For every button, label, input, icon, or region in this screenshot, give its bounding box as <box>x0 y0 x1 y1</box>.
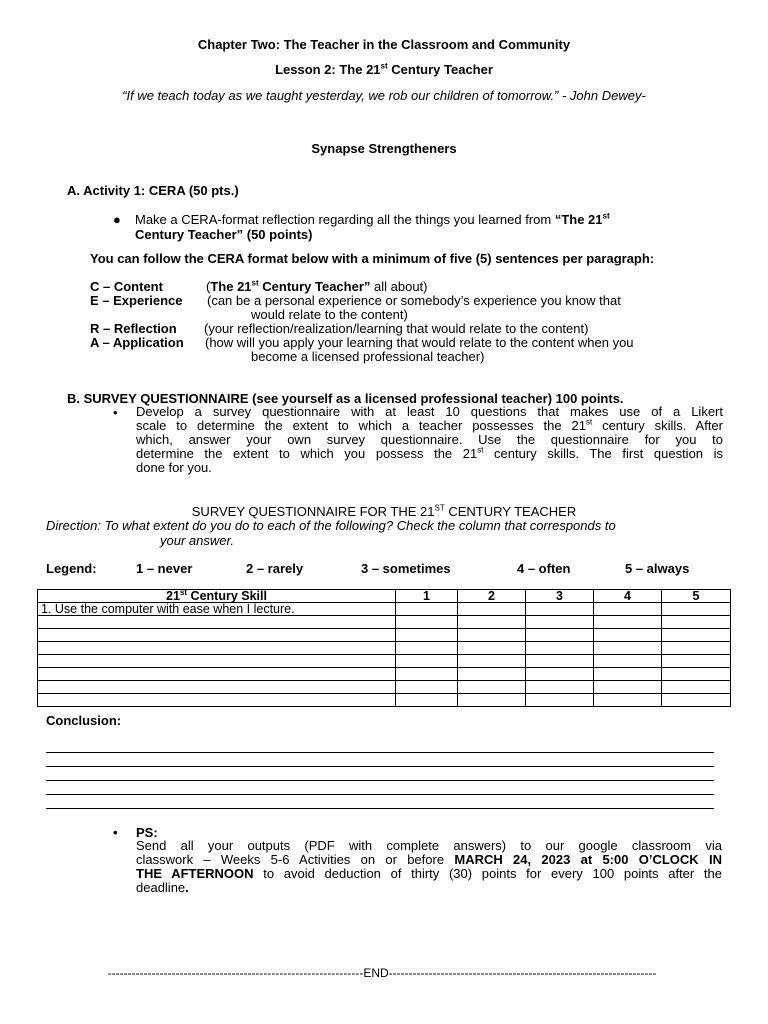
col-header-skill-end: Century Skill <box>187 589 267 603</box>
table-cell-skill[interactable] <box>38 668 396 681</box>
table-header-row <box>38 590 731 603</box>
activity-a-bullet-line1 <box>135 212 610 227</box>
table-row <box>38 681 731 694</box>
table-row <box>38 629 731 642</box>
table-cell[interactable] <box>396 603 458 616</box>
table-cell[interactable] <box>662 642 731 655</box>
activity-a-heading: A. Activity 1: CERA (50 pts.) <box>67 183 239 198</box>
table-cell[interactable] <box>396 642 458 655</box>
divider-dashes-left: ---------------------------------------------------------------- <box>107 966 364 980</box>
ps-line4-bold: . <box>185 880 189 895</box>
conclusion-line[interactable] <box>46 808 714 809</box>
table-row <box>38 616 731 629</box>
table-cell[interactable] <box>594 655 662 668</box>
ps-text <box>136 839 722 895</box>
table-cell[interactable] <box>526 629 594 642</box>
table-cell[interactable] <box>526 694 594 707</box>
table-row <box>38 694 731 707</box>
activity-b-line5: done for you. <box>136 460 212 475</box>
bullet-icon: ● <box>113 212 121 227</box>
lesson-title-text: Lesson 2: The 21 <box>275 62 381 77</box>
conclusion-line[interactable] <box>46 752 714 753</box>
col-header-2: 2 <box>458 590 526 603</box>
table-cell[interactable] <box>526 616 594 629</box>
table-cell[interactable] <box>458 616 526 629</box>
chapter-title: Chapter Two: The Teacher in the Classroom and Community <box>197 37 571 52</box>
activity-a-bullet-bold: “The 21 <box>554 212 603 227</box>
legend-label: Legend: <box>46 561 97 576</box>
table-cell[interactable] <box>526 655 594 668</box>
activity-b-text <box>136 405 723 475</box>
table-row <box>38 655 731 668</box>
table-cell[interactable] <box>458 694 526 707</box>
conclusion-line[interactable] <box>46 794 714 795</box>
cera-r-label: R – Reflection <box>90 321 177 336</box>
table-cell[interactable] <box>662 694 731 707</box>
ps-label: PS: <box>136 825 158 840</box>
col-header-3: 3 <box>526 590 594 603</box>
activity-b-heading: B. SURVEY QUESTIONNAIRE (see yourself as a licensed professional teacher) 100 points. <box>67 391 624 406</box>
table-cell[interactable] <box>662 629 731 642</box>
cera-c-open: ( <box>206 279 211 294</box>
legend-item-2: 2 – rarely <box>246 561 304 576</box>
section-title: Synapse Strengtheners <box>311 141 457 156</box>
lesson-title-sup: st <box>380 61 388 71</box>
end-marker: END <box>363 966 389 980</box>
cera-e-text1: (can be a personal experience or somebody’s experience you know that <box>207 293 621 308</box>
activity-b-line3: which, answer your own survey questionnaire. Use the questionnaire for you to <box>136 432 723 447</box>
legend-item-3: 3 – sometimes <box>361 561 451 576</box>
table-cell[interactable] <box>458 603 526 616</box>
legend-item-4: 4 – often <box>517 561 571 576</box>
cera-c-bold-end: Century Teacher” <box>258 279 371 294</box>
table-cell[interactable] <box>594 629 662 642</box>
table-row <box>38 668 731 681</box>
table-cell[interactable] <box>458 655 526 668</box>
activity-b-line4-text: determine the extent to which you possess the 21 <box>136 446 478 461</box>
table-cell[interactable] <box>594 616 662 629</box>
table-cell[interactable] <box>526 642 594 655</box>
table-cell[interactable] <box>396 616 458 629</box>
quote: “If we teach today as we taught yesterday, we rob our children of tomorrow.” - John Dewey- <box>122 88 646 103</box>
table-cell[interactable] <box>594 603 662 616</box>
survey-title-sup: ST <box>434 503 445 513</box>
col-header-1: 1 <box>396 590 458 603</box>
table-cell-skill[interactable] <box>38 681 396 694</box>
cera-a-label: A – Application <box>90 335 184 350</box>
ps-line3 <box>136 867 722 881</box>
survey-direction-line2: your answer. <box>160 533 234 548</box>
survey-direction-line1: Direction: To what extent do you do to each of the following? Check the column that corresponds to <box>46 518 616 533</box>
activity-b-line4 <box>136 447 723 461</box>
ps-line4-text: deadline <box>136 880 186 895</box>
table-cell[interactable] <box>396 694 458 707</box>
table-cell[interactable] <box>594 642 662 655</box>
table-cell[interactable] <box>396 681 458 694</box>
table-cell[interactable] <box>458 642 526 655</box>
table-cell-skill: 1. Use the computer with ease when I lecture. <box>38 603 396 616</box>
table-cell[interactable] <box>662 668 731 681</box>
cera-c-bold: The 21 <box>210 279 252 294</box>
table-cell-skill[interactable] <box>38 694 396 707</box>
ps-line1: Send all your outputs (PDF with complete answers) to our google classroom via <box>136 838 722 853</box>
cera-c-rest: all about) <box>370 279 428 294</box>
cera-e-label: E – Experience <box>90 293 183 308</box>
table-cell[interactable] <box>594 668 662 681</box>
conclusion-label: Conclusion: <box>46 713 122 728</box>
table-cell[interactable] <box>458 629 526 642</box>
survey-title-text: SURVEY QUESTIONNAIRE FOR THE 21 <box>191 504 435 519</box>
table-cell[interactable] <box>594 694 662 707</box>
ps-line2 <box>136 853 722 867</box>
ps-line3-bold: THE AFTERNOON <box>136 866 254 881</box>
activity-b-line2-text: scale to determine the extent to which a teacher possesses the 21 <box>136 418 586 433</box>
ps-line3-text: to avoid deduction of thirty (30) points for every 100 points after the <box>253 866 723 881</box>
col-header-skill-sup: st <box>179 587 188 597</box>
survey-title-end: CENTURY TEACHER <box>444 504 577 519</box>
table-cell-skill[interactable] <box>38 642 396 655</box>
divider-dashes-right: ------------------------------------------------------------------- <box>388 966 657 980</box>
cera-c-text <box>206 279 428 294</box>
cera-e-text2: would relate to the content) <box>251 307 408 322</box>
col-header-4: 4 <box>594 590 662 603</box>
cera-a-text1: (how will you apply your learning that would relate to the content when you <box>205 335 634 350</box>
survey-title <box>0 504 768 519</box>
col-header-skill-text: 21 <box>166 589 180 603</box>
ps-line2-text: classwork – Weeks 5-6 Activities on or before <box>136 852 455 867</box>
table-cell[interactable] <box>526 681 594 694</box>
legend-item-5: 5 – always <box>625 561 690 576</box>
table-cell[interactable] <box>396 668 458 681</box>
table-cell-skill[interactable] <box>38 655 396 668</box>
ps-line4 <box>136 881 722 895</box>
cera-c-sup: st <box>251 278 259 288</box>
table-cell[interactable] <box>526 668 594 681</box>
table-cell[interactable] <box>662 616 731 629</box>
cera-instructions: You can follow the CERA format below with a minimum of five (5) sentences per paragraph: <box>90 251 655 266</box>
table-cell[interactable] <box>526 603 594 616</box>
lesson-title-text-end: Century Teacher <box>387 62 493 77</box>
cera-r-text: (your reflection/realization/learning that would relate to the content) <box>204 321 589 336</box>
col-header-5: 5 <box>662 590 731 603</box>
cera-a-text2: become a licensed professional teacher) <box>251 349 485 364</box>
table-row <box>38 603 731 616</box>
activity-b-line2-end: century skills. After <box>592 418 723 433</box>
table-row <box>38 642 731 655</box>
activity-a-bullet-sup: st <box>602 211 610 221</box>
activity-a-bullet-line2: Century Teacher” (50 points) <box>135 227 313 242</box>
cera-c-label: C – Content <box>90 279 163 294</box>
activity-b-line2-sup: st <box>585 417 593 427</box>
table-cell-skill[interactable] <box>38 616 396 629</box>
activity-b-line1: Develop a survey questionnaire with at least 10 questions that makes use of a Likert <box>136 404 723 419</box>
bullet-icon: • <box>113 405 118 420</box>
table-cell[interactable] <box>458 668 526 681</box>
table-cell[interactable] <box>594 681 662 694</box>
legend-item-1: 1 – never <box>136 561 193 576</box>
activity-a-bullet-text: Make a CERA-format reflection regarding all the things you learned from <box>135 212 555 227</box>
table-cell[interactable] <box>662 655 731 668</box>
end-divider <box>46 966 718 980</box>
activity-b-line4-end: century skills. The first question is <box>483 446 723 461</box>
table-cell[interactable] <box>662 603 731 616</box>
table-cell[interactable] <box>396 655 458 668</box>
lesson-title <box>0 62 768 77</box>
table-cell[interactable] <box>396 629 458 642</box>
activity-b-line4-sup: st <box>477 445 484 455</box>
conclusion-line[interactable] <box>46 780 714 781</box>
bullet-icon: • <box>113 825 118 840</box>
ps-line2-bold: MARCH 24, 2023 at 5:00 O’CLOCK IN <box>454 852 722 867</box>
table-cell[interactable] <box>662 681 731 694</box>
col-header-skill <box>38 587 396 603</box>
table-cell-skill[interactable] <box>38 629 396 642</box>
activity-b-line2 <box>136 419 723 433</box>
conclusion-line[interactable] <box>46 766 714 767</box>
survey-table <box>37 589 731 707</box>
table-cell[interactable] <box>458 681 526 694</box>
